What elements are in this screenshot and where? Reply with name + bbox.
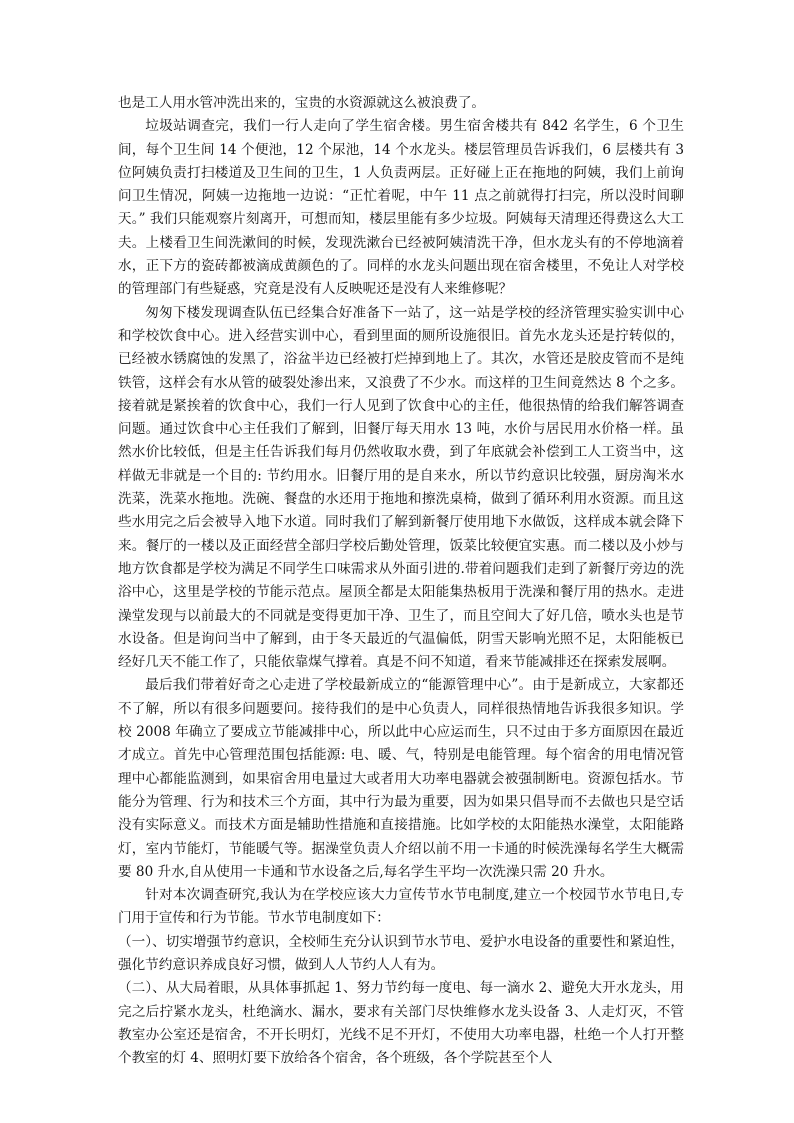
paragraph-dormitory-survey: 垃圾站调查完，我们一行人走向了学生宿舍楼。男生宿舍楼共有 842 名学生，6 个卫生间，每个卫生间 14 个便池，12 个尿池，14 个水龙头。楼层管理员告诉我们，6 层楼共有 3 位阿姨负责打扫楼道及卫生间的卫生，1 人负责两层。正好碰上正在拖地的阿姨，我们上前询问卫生情况，阿姨一边拖地一边说：“正忙着呢，中午 11 点之前就得打扫完，所以没时间聊天。” 我们只能观察片刻离开，可想而知，楼层里能有多少垃圾。阿姨每天清理还得费这么大工夫。上楼看卫生间洗漱间的时候，发现洗漱台已经被阿姨清洗干净，但水龙头有的不停地滴着水，正下方的瓷砖都被滴成黄颜色的了。同样的水龙头问题出现在宿舍楼里，不免让人对学校的管理部门有些疑惑，究竟是没有人反映呢还是没有人来维修呢？ (118, 118, 684, 298)
paragraph-canteen-survey: 匆匆下楼发现调查队伍已经集合好准备下一站了，这一站是学校的经济管理实验实训中心和学校饮食中心。进入经营实训中心，看到里面的厕所设施很旧。首先水龙头还是拧转似的，已经被水锈腐蚀的发黑了，浴盆半边已经被打烂掉到地上了。其次，水管还是胶皮管而不是纯铁管，这样会有水从管的破裂处渗出来，又浪费了不少水。而这样的卫生间竟然达 8 个之多。接着就是紧挨着的饮食中心，我们一行人见到了饮食中心的主任，他很热情的给我们解答调查问题。通过饮食中心主任我们了解到，旧餐厅每天用水 13 吨，水价与居民用水价格一样。虽然水价比较低，但是主任告诉我们每月仍然收取水费，到了年底就会补偿到工人工资当中，这样做无非就是一个目的: 节约用水。旧餐厅用的是自来水，所以节约意识比较强，厨房淘米水洗菜，洗菜水拖地。洗碗、餐盘的水还用于拖地和擦洗桌椅，做到了循环利用水资源。而且这些水用完之后会被导入地下水道。同时我们了解到新餐厅使用地下水做饭，这样成本就会降下来。餐厅的一楼以及正面经营全部归学校后勤处管理，饭菜比较便宜实惠。而二楼以及小炒与地方饮食都是学校为满足不同学生口味需求从外面引进的.带着问题我们走到了新餐厅旁边的洗浴中心，这里是学校的节能示范点。屋顶全都是太阳能集热板用于洗澡和餐厅用的热水。走进澡堂发现与以前最大的不同就是变得更加干净、卫生了，而且空间大了好几倍，喷水头也是节水设备。但是询问当中了解到，由于冬天最近的气温偏低，阴雪天影响光照不足，太阳能板已经好几天不能工作了，只能依靠煤气撑着。真是不问不知道，看来节能减排还在探索发展啊。 (118, 304, 684, 671)
document-page (118, 92, 684, 1070)
paragraph-proposal-intro: 针对本次调查研究,我认为在学校应该大力宣传节水节电制度,建立一个校园节水节电日,专门用于宣传和行为节能。节水节电制度如下： (118, 887, 684, 927)
paragraph-item-1: （一）、切实增强节约意识，全校师生充分认识到节水节电、爱护水电设备的重要性和紧迫性，强化节约意识养成良好习惯，做到人人节约人人有为。 (118, 933, 684, 973)
paragraph-energy-center: 最后我们带着好奇之心走进了学校最新成立的“能源管理中心”。由于是新成立，大家都还不了解，所以有很多问题要问。接待我们的是中心负责人，同样很热情地告诉我很多知识。学校 2008 年确立了要成立节能减排中心，所以此中心应运而生，只不过由于多方面原因在最近才成立。首先中心管理范围包括能源: 电、暖、气，特别是电能管理。每个宿舍的用电情况管理中心都能监测到，如果宿舍用电量过大或者用大功率电器就会被强制断电。资源包括水。节能分为管理、行为和技术三个方面，其中行为最为重要，因为如果只倡导而不去做也只是空话没有实际意义。而技术方面是辅助性措施和直接措施。比如学校的太阳能热水澡堂，太阳能路灯，室内节能灯，节能暖气等。据澡堂负责人介绍以前不用一卡通的时候洗澡每名学生大概需要 80 升水,自从使用一卡通和节水设备之后,每名学生平均一次洗澡只需 20 升水。 (118, 677, 684, 880)
paragraph-continuation: 也是工人用水管冲洗出来的，宝贵的水资源就这么被浪费了。 (118, 95, 486, 111)
paragraph-item-2: （二）、从大局着眼，从具体事抓起 1、努力节约每一度电、每一滴水 2、避免大开水龙头，用完之后拧紧水龙头，杜绝滴水、漏水，要求有关部门尽快维修水龙头设备 3、人走灯灭，不管教室办公室还是宿舍，不开长明灯，光线不足不开灯，不使用大功率电器，杜绝一个人打开整个教室的灯 4、照明灯要下放给各个宿舍，各个班级，各个学院甚至个人 (118, 980, 684, 1067)
